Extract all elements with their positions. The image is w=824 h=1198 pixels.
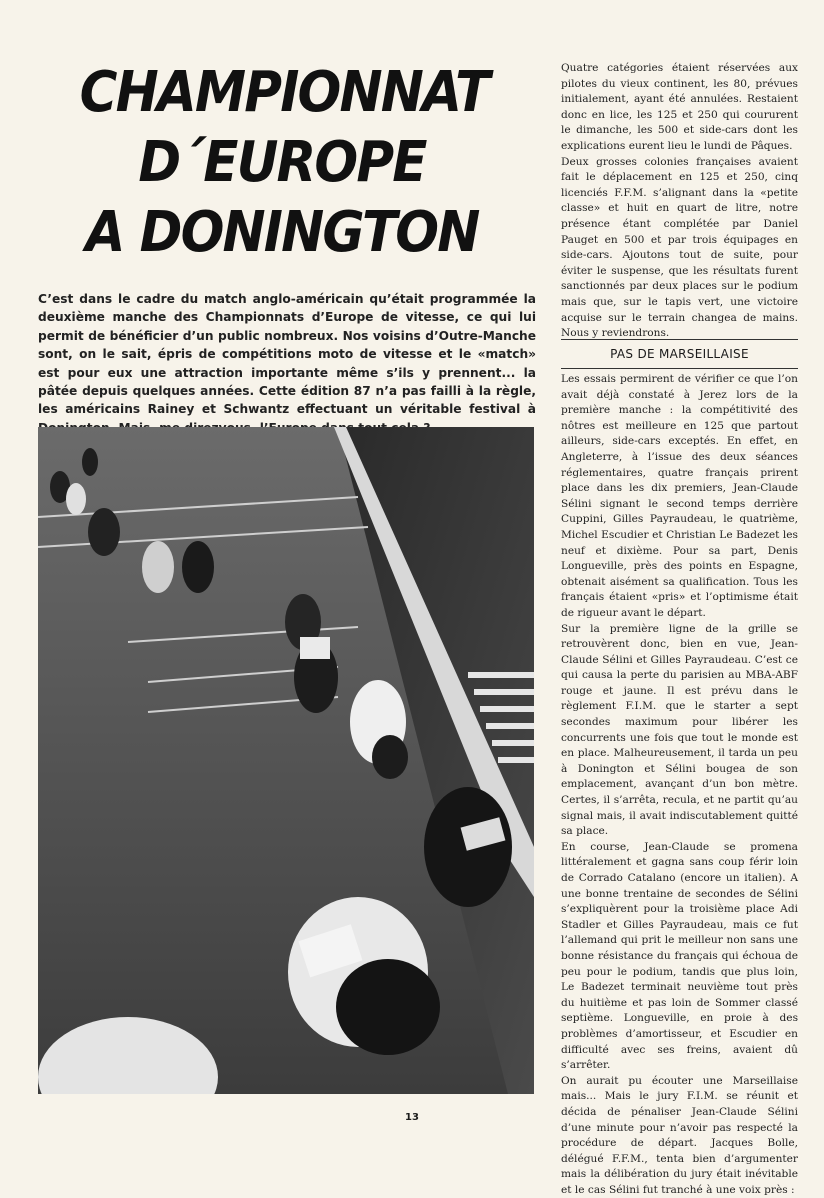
- headline-line-1: CHAMPIONNAT: [79, 60, 489, 125]
- article-headline: [79, 58, 489, 268]
- column-bottom: [561, 372, 798, 1198]
- paragraph: Sur la première ligne de la grille se retrouvèrent donc, bien en vue, Jean-Claude Sélini et Gilles Payraudeau. C’est ce qui causa la perte du parisien au MBA-ABF rouge et jaune. Il est prévu dans le règlement F.I.M. que le starter a sept secondes maximum pour libérer les concurrents une fois que tout le monde est en place. Malheureusement, il tarda un peu à Donington et Sélini bougea de son emplacement, avançant d’un bon mètre. Certes, il s’arrêta, recula, et ne partit qu’au signal mais, il avait indiscutablement quitté sa place.: [561, 622, 798, 838]
- paragraph: On aurait pu écouter une Marseillaise mais... Mais le jury F.I.M. se réunit et décida de pénaliser Jean-Claude Sélini d’une minute pour n’avoir pas respecté la procédure de départ. Jacques Bolle, délégué F.F.M., tenta bien d’argumenter mais la délibération du jury était inévitable et le cas Sélini fut tranché à une voix près :: [561, 1074, 798, 1196]
- race-photo: [38, 427, 534, 1094]
- page-number: 13: [405, 1112, 419, 1123]
- paragraph: Quatre catégories étaient réservées aux pilotes du vieux continent, les 80, prévues initialement, ayant été annulées. Restaient donc en lice, les 125 et 250 qui coururent le dimanche, les 500 et side-cars dont les explications eurent lieu le lundi de Pâques.: [561, 62, 798, 152]
- article-intro: C’est dans le cadre du match anglo-américain qu’était programmée la deuxième manche des Championnats d’Europe de vitesse, ce qui lui permit de bénéficier d’un public nombreux. Nos voisins d’Outre-Manche sont, on le sait, épris de compétitions moto de vitesse et le «match» est pour eux une attraction importante même s’ils y prennent... la pâtée depuis quelques années. Cette édition 87 n’a pas failli à la règle, les américains Rainey et Schwantz effectuant un véritable festival à: [38, 292, 536, 417]
- headline-line-3: A DONINGTON: [85, 200, 479, 265]
- paragraph: En course, Jean-Claude se promena littéralement et gagna sans coup férir loin de Corrado Catalano (encore un italien). A une bonne trentaine de secondes de Sélini s’expliquèrent pour la troisième place Adi Stadler et Gilles Payraudeau, mais ce fut l’allemand qui prit le meilleur non sans une bonne résistance du français qui échoua de peu pour le podium, tandis que plus loin, Le Badezet terminait neuvième tout près du huitième et pas loin de Sommer classé septième. Longueville, en proie à des problèmes d’amortisseur, et Escudier en difficulté avec ses freins, avaient dû s’arrêter.: [561, 840, 798, 1072]
- column-top: [561, 61, 798, 342]
- subheading: PAS DE MARSEILLAISE: [610, 347, 749, 361]
- paragraph: Les essais permirent de vérifier ce que l’on avait déjà constaté à Jerez lors de la première manche : la compétitivité des nôtres est meilleure en 125 que partout ailleurs, side-cars exceptés. En effet, en Angleterre, à l’issue des deux séances réglementaires, quatre français prirent place dans les dix premiers, Jean-Claude Sélini signant le second temps derrière Cuppini, Gilles Payraudeau, le quatrième, Michel Escudier et Christian Le Badezet les neuf et dixième. Pour sa part, Denis Longueville, près des points en Espagne, obtenait aisément sa qualification. Tous les français étaient «pris» et l’optimisme était de rigueur avant le départ.: [561, 373, 798, 619]
- race-photo-illustration: [38, 427, 534, 1094]
- paragraph: Deux grosses colonies françaises avaient fait le déplacement en 125 et 250, cinq licenciés F.F.M. s’alignant dans la «petite classe» et huit en quart de litre, notre présence étant complétée par Daniel Pauget en 500 et par trois équipages en side-cars. Ajoutons tout de suite, pour éviter le suspense, que les résultats furent sanctionnés par deux places sur le podium mais que, sur le tapis vert, une victoire acquise sur le terrain changea de mains. Nous y reviendrons.: [561, 155, 798, 340]
- headline-line-2: D´EUROPE: [138, 130, 426, 195]
- subheading-box: [561, 339, 798, 369]
